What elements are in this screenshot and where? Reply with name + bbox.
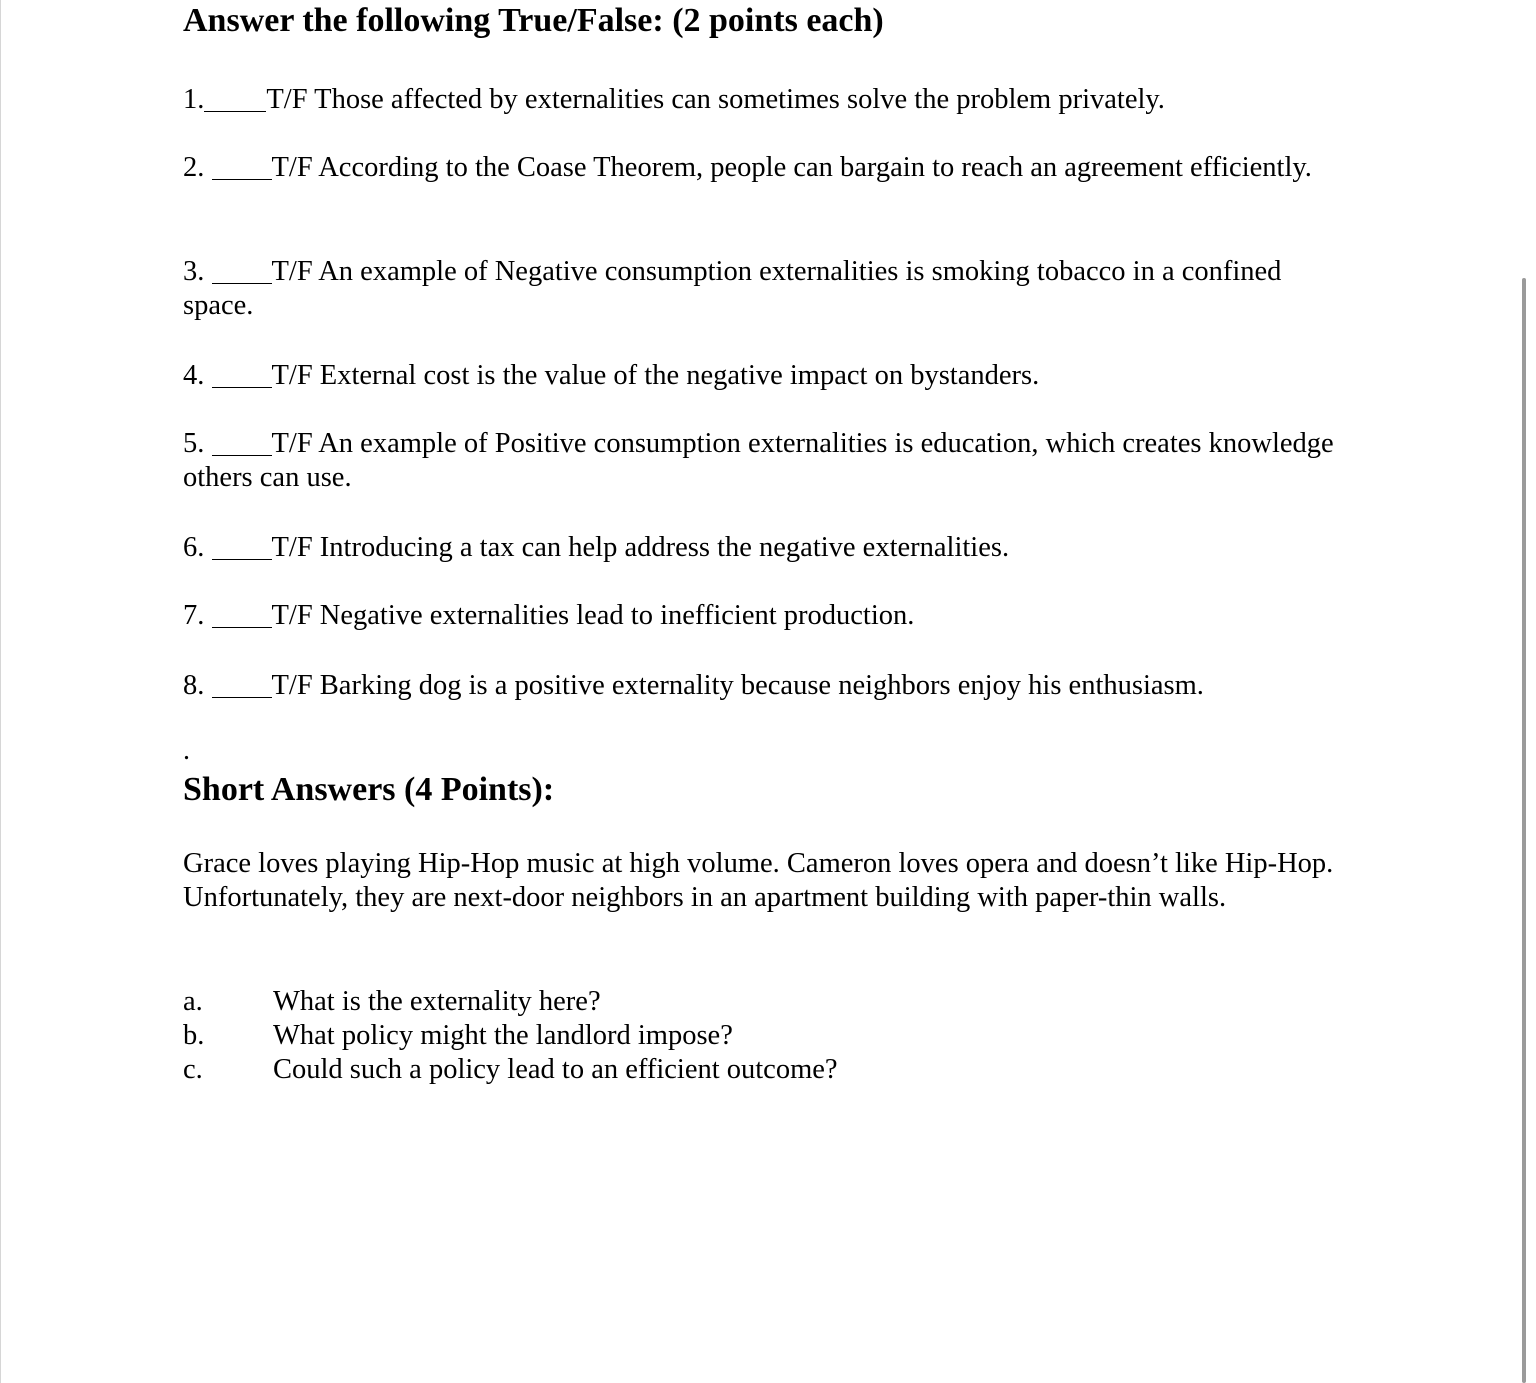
true-false-heading: Answer the following True/False: (2 points each)	[183, 2, 884, 39]
question-5-text: T/F An example of Positive consumption externalities is education, which creates knowledge others can use.	[183, 428, 1334, 493]
page-left-edge	[0, 0, 1, 1383]
scenario-paragraph: Grace loves playing Hip-Hop music at high volume. Cameron loves opera and doesn’t like Hip-Hop. Unfortunately, they are next-door neighbors in an apartment building with paper-thin walls.	[183, 848, 1334, 913]
question-5	[183, 427, 1353, 495]
question-2-number: 2.	[183, 152, 212, 183]
answer-blank-2[interactable]	[212, 178, 272, 180]
sub-question-a-text: What is the externality here?	[273, 986, 601, 1017]
question-5-number: 5.	[183, 428, 212, 459]
vertical-scrollbar[interactable]	[1522, 278, 1526, 1383]
question-3-number: 3.	[183, 256, 212, 287]
question-8-number: 8.	[183, 670, 212, 701]
question-4	[183, 359, 1353, 393]
question-8	[183, 669, 1353, 703]
sub-question-c	[183, 1053, 838, 1087]
question-6	[183, 531, 1353, 565]
question-1	[183, 83, 1353, 117]
question-2	[183, 151, 1353, 185]
answer-blank-8[interactable]	[212, 696, 272, 698]
question-1-number: 1.	[183, 84, 205, 115]
sub-question-c-text: Could such a policy lead to an efficient outcome?	[273, 1054, 838, 1085]
sub-question-c-letter: c.	[183, 1054, 203, 1085]
sub-question-a-letter: a.	[183, 986, 203, 1017]
question-4-number: 4.	[183, 360, 212, 391]
question-3-text: T/F An example of Negative consumption externalities is smoking tobacco in a confined space.	[183, 256, 1282, 321]
sub-question-a	[183, 985, 601, 1019]
question-1-text: T/F Those affected by externalities can sometimes solve the problem privately.	[266, 84, 1165, 115]
question-7-text: T/F Negative externalities lead to inefficient production.	[271, 600, 915, 631]
sub-question-b-text: What policy might the landlord impose?	[273, 1020, 733, 1051]
answer-blank-1[interactable]	[204, 110, 266, 112]
question-6-number: 6.	[183, 532, 212, 563]
question-4-text: T/F External cost is the value of the negative impact on bystanders.	[271, 360, 1040, 391]
answer-blank-5[interactable]	[212, 454, 272, 456]
sub-question-b-letter: b.	[183, 1020, 205, 1051]
question-7-number: 7.	[183, 600, 212, 631]
answer-blank-6[interactable]	[212, 558, 272, 560]
answer-blank-7[interactable]	[212, 626, 272, 628]
question-6-text: T/F Introducing a tax can help address the negative externalities.	[271, 532, 1010, 563]
stray-period: .	[183, 735, 190, 766]
sub-question-b	[183, 1019, 733, 1053]
answer-blank-4[interactable]	[212, 386, 272, 388]
question-3	[183, 255, 1353, 323]
question-8-text: T/F Barking dog is a positive externality because neighbors enjoy his enthusiasm.	[271, 670, 1204, 701]
question-7	[183, 599, 1353, 633]
question-2-text: T/F According to the Coase Theorem, people can bargain to reach an agreement efficiently.	[271, 152, 1312, 183]
answer-blank-3[interactable]	[212, 282, 272, 284]
short-answers-heading: Short Answers (4 Points):	[183, 771, 555, 808]
